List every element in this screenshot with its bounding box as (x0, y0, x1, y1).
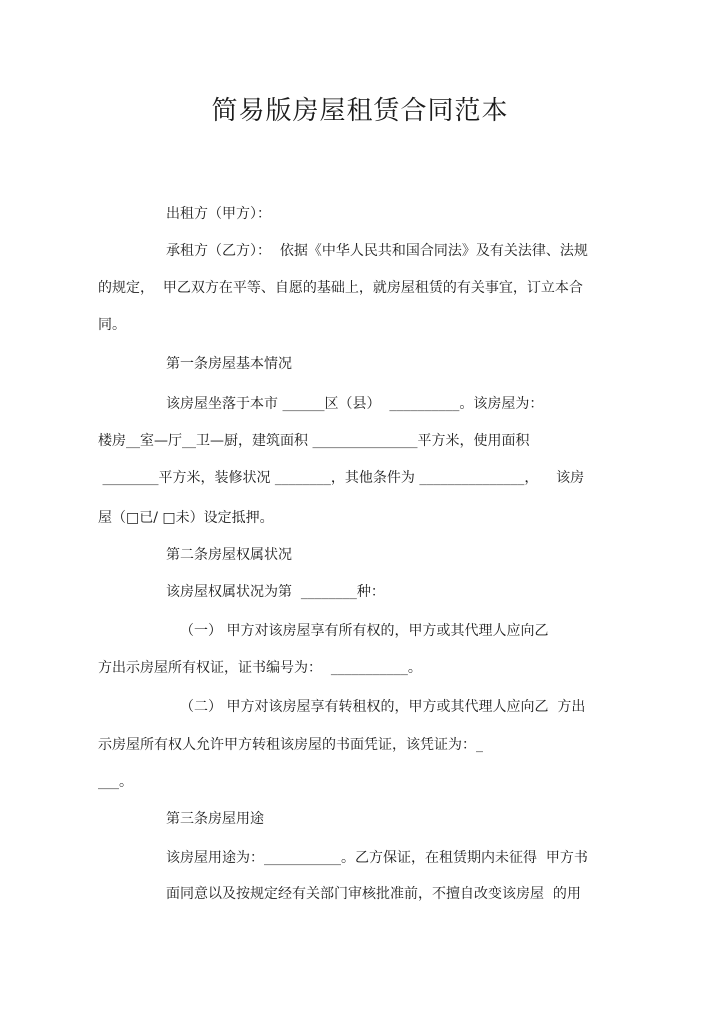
article-2-clause-2-cont: 示房屋所有权人允许甲方转租该房屋的书面凭证，该凭证为：_ (98, 737, 483, 753)
article-2-clause-2: （二） 甲方对该房屋享有转租权的，甲方或其代理人应向乙 方出 (180, 699, 586, 715)
article-3-usage-cont: 面同意以及按规定经有关部门审核批准前，不擅自改变该房屋 的用 (166, 886, 581, 902)
lessor-line: 出租方（甲方）： (166, 206, 271, 222)
article-1-heading: 第一条房屋基本情况 (166, 356, 292, 372)
article-1-mortgage: 屋（□已/ □未）设定抵押。 (98, 510, 274, 526)
lessee-line: 承租方（乙方）： 依据《中华人民共和国合同法》及有关法律、法规 (166, 243, 588, 259)
preamble-end-line: 同。 (98, 317, 126, 333)
article-2-clause-1: （一） 甲方对该房屋享有所有权的，甲方或其代理人应向乙 (180, 623, 549, 639)
article-2-heading: 第二条房屋权属状况 (166, 547, 292, 563)
article-1-layout: 楼房__室—厅__卫—厨，建筑面积 _______________平方米，使用面积 (98, 433, 530, 449)
article-1-area: ________平方米，装修状况 ________，其他条件为 _______________， 该房 (98, 470, 585, 486)
article-2-status: 该房屋权属状况为第 ________种： (166, 584, 385, 600)
article-2-clause-1-cont: 方出示房屋所有权证，证书编号为： ___________。 (98, 660, 422, 676)
preamble-line: 的规定， 甲乙双方在平等、自愿的基础上，就房屋租赁的有关事宜，订立本合 (98, 280, 583, 296)
document-title: 简易版房屋租赁合同范本 (211, 96, 509, 126)
article-3-usage: 该房屋用途为：___________。乙方保证，在租赁期内未征得 甲方书 (166, 850, 588, 866)
article-2-clause-2-end: ___。 (98, 774, 133, 790)
article-3-heading: 第三条房屋用途 (166, 811, 264, 827)
article-1-location: 该房屋坐落于本市 ______区（县） __________。该房屋为： (166, 396, 544, 412)
